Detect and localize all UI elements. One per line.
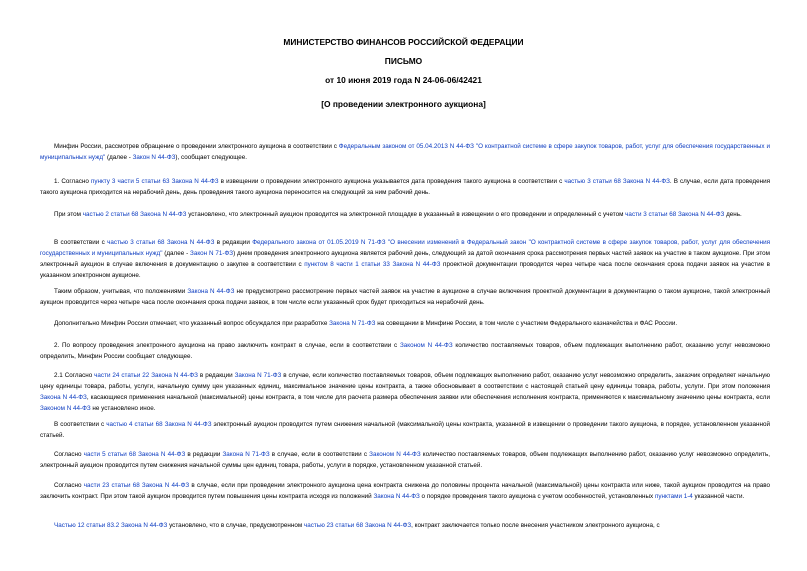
paragraph-text: на совещании в Минфине России, в том числе с участием Федерального казначейства и ФАС России. <box>375 320 678 327</box>
ministry-heading: МИНИСТЕРСТВО ФИНАНСОВ РОССИЙСКОЙ ФЕДЕРАЦИИ <box>283 37 524 47</box>
paragraph-text: проектной документации проводится через четыре часа после окончания срока подачи заявок на участие в указанном электронном аукционе. <box>40 260 770 279</box>
paragraph-text: (далее - <box>162 249 191 257</box>
law-reference-link[interactable]: Закона N 71-ФЗ <box>234 372 282 379</box>
paragraph-text: не установлено иное. <box>90 404 156 412</box>
law-reference-link[interactable]: пунктами 1-4 <box>654 492 693 500</box>
paragraph-text: В соответствии с <box>54 239 108 246</box>
law-reference-link[interactable]: частью 3 статьи 68 Закона N 44-ФЗ <box>107 239 215 246</box>
paragraph <box>40 238 770 282</box>
paragraph-text: в случае, если количество поставляемых товаров, объем подлежащих выполнению работ, оказанию услуг невозможно определить, заказчик определяет начальную цену единицы товара, работы, услуги, начальную сумму цен указанных единиц, максимальное значение цены контракта, а также обосновывает в соответствии с настоящей статьей цену единицы товара, работы, услуги. При этом положения <box>40 372 770 390</box>
paragraph-text: Минфин России, рассмотрев обращение о проведении электронного аукциона в соответствии с <box>54 143 339 150</box>
paragraph-text: о порядке проведения такого аукциона с учетом особенностей, установленных <box>419 492 655 500</box>
law-reference-link[interactable]: Законом N 44-ФЗ <box>40 404 91 412</box>
law-reference-link[interactable]: части 5 статьи 68 Закона N 44-ФЗ <box>83 451 186 458</box>
law-reference-link[interactable]: Частью 12 статьи 83.2 Закона N 44-ФЗ <box>54 522 168 529</box>
law-reference-link[interactable]: Закона N 71-ФЗ <box>329 320 376 327</box>
law-reference-link[interactable]: частью 4 статьи 68 Закона N 44-ФЗ <box>106 421 212 428</box>
paragraph <box>40 521 770 532</box>
law-reference-link[interactable]: частью 2 статьи 68 Закона N 44-ФЗ <box>82 211 187 218</box>
paragraph-text: Таким образом, учитывая, что положениями <box>54 288 188 295</box>
paragraph-text: ), сообщает следующее. <box>175 153 248 161</box>
law-reference-link[interactable]: части 24 статьи 22 Закона N 44-ФЗ <box>94 372 198 379</box>
paragraph-text: Согласно <box>54 482 84 489</box>
paragraph-text: установлено, что в случае, предусмотренном <box>167 522 304 529</box>
paragraph-text: (далее - <box>105 153 133 161</box>
document-subject: [О проведении электронного аукциона] <box>321 99 486 109</box>
paragraph-text: При этом <box>54 211 83 218</box>
paragraph-text: , контракт заключается только после внесения участником электронного аукциона, с <box>411 522 660 529</box>
paragraph <box>40 319 770 330</box>
paragraph <box>40 420 770 442</box>
paragraph-text: указанной части. <box>692 492 745 500</box>
law-reference-link[interactable]: части 3 статьи 68 Закона N 44-ФЗ <box>625 211 725 218</box>
paragraph <box>40 450 770 472</box>
document-date-number: от 10 июня 2019 года N 24-06-06/42421 <box>325 75 482 85</box>
paragraph-text: 1. Согласно <box>54 178 91 185</box>
paragraph <box>40 210 770 221</box>
paragraph-text: 2. По вопросу проведения электронного аукциона на право заключить контракт в случае, если в соответствии с <box>54 342 400 349</box>
paragraph <box>40 287 770 309</box>
law-reference-link[interactable]: пунктом 8 части 1 статьи 33 Закона N 44-ФЗ <box>304 260 441 268</box>
law-reference-link[interactable]: Федерального закона от 01.05.2019 N 71-ФЗ "О внесении изменений в Федеральный закон "О контрактной системе в сфере закупок товаров, работ, услуг для обеспечения государственных и муниципальных нужд" <box>40 239 770 257</box>
paragraph-text: 2.1 Согласно <box>54 372 95 379</box>
paragraph-text: Согласно <box>54 451 84 458</box>
paragraph-text: , касающиеся применения начальной (максимальной) цены контракта, в том числе для расчета размера обеспечения заявки или обеспечения исполнения контракта, применяются к максимальному значению цены контракта, если <box>86 393 770 401</box>
paragraph-text: в редакции <box>197 372 235 379</box>
paragraph-text: установлено, что электронный аукцион проводится на электронной площадке в указанный в извещении о его проведении и определенный с учетом <box>186 211 626 218</box>
law-reference-link[interactable]: Закон N 44-ФЗ <box>132 153 176 161</box>
paragraph-text: электронный аукцион проводится путем снижения начальной (максимальной) цены контракта, указанной в извещении о проведении такого аукциона, в порядке, установленном указанной статьей. <box>40 421 771 439</box>
paragraph <box>40 177 770 199</box>
paragraph-text: не предусмотрено рассмотрение первых частей заявок на участие в аукционе в случае включения проектной документации в документацию о таком аукционе, такой электронный аукцион проводится через четыре часа после окончания срока подачи заявок, в том числе если указанный срок будет приходиться на нерабочий день. <box>40 288 770 306</box>
paragraph-text: в случае, если в соответствии с <box>269 451 370 458</box>
law-reference-link[interactable]: Закона N 71-ФЗ <box>222 451 270 458</box>
law-reference-link[interactable]: частью 23 статьи 68 Закона N 44-ФЗ <box>303 522 412 529</box>
law-reference-link[interactable]: Федеральным законом от 05.04.2013 N 44-ФЗ "О контрактной системе в сфере закупок товаров, работ, услуг для обеспечения государственных и муниципальных нужд" <box>40 143 770 161</box>
law-reference-link[interactable]: пункту 3 части 5 статьи 63 Закона N 44-ФЗ <box>90 178 219 185</box>
law-reference-link[interactable]: части 23 статьи 68 Закона N 44-ФЗ <box>83 482 190 489</box>
paragraph-text: в извещении о проведении электронного аукциона указывается дата проведения такого аукциона в соответствии с <box>218 178 565 185</box>
paragraph-text: количество поставляемых товаров, объем подлежащих выполнению работ, оказанию услуг невозможно определить, электронный аукцион проводится путем снижения начальной суммы цен единиц товара, работы, услуги в порядке, установленном указанной статьей. <box>40 451 770 469</box>
paragraph-text: В соответствии с <box>54 421 107 428</box>
paragraph-text: . В случае, если дата проведения такого аукциона приходится на нерабочий день, день проведения такого аукциона переносится на следующий за ним рабочий день. <box>40 178 771 196</box>
law-reference-link[interactable]: Законом N 44-ФЗ <box>399 342 453 349</box>
paragraph <box>40 481 770 503</box>
paragraph-text: в редакции <box>214 239 253 246</box>
paragraph <box>40 371 770 415</box>
law-reference-link[interactable]: Законом N 44-ФЗ <box>369 451 421 458</box>
law-reference-link[interactable]: Закона N 44-ФЗ <box>373 492 420 500</box>
law-reference-link[interactable]: Закона N 44-ФЗ <box>40 393 87 401</box>
law-reference-link[interactable]: Закон N 71-ФЗ <box>190 249 234 257</box>
paragraph-text: количество поставляемых товаров, объем подлежащих выполнению работ, оказанию услуг невозможно определить, Минфин России сообщает следующее. <box>40 342 770 360</box>
paragraph-text: Дополнительно Минфин России отмечает, что указанный вопрос обсуждался при разработке <box>54 320 330 327</box>
paragraph <box>40 341 770 363</box>
law-reference-link[interactable]: Закона N 44-ФЗ <box>187 288 235 295</box>
paragraph-text: ) днем проведения электронного аукциона является рабочий день, следующий за датой окончания срока рассмотрения первых частей заявок на участие в таком аукционе. При этом электронный аукцион в случае включения в документацию о закупке в соответствии с <box>40 249 771 268</box>
paragraph-text: в редакции <box>185 451 223 458</box>
paragraph-text: в случае, если при проведении электронного аукциона цена контракта снижена до половины процента начальной (максимальной) цены контракта или ниже, такой аукцион проводится на право заключить контракт. При этом такой аукцион проводится путем повышения цены контракта исходя из положений <box>40 482 771 500</box>
law-reference-link[interactable]: частью 3 статьи 68 Закона N 44-ФЗ <box>564 178 670 185</box>
document-type: ПИСЬМО <box>384 56 423 66</box>
paragraph <box>40 142 770 164</box>
paragraph-text: день. <box>724 211 742 218</box>
